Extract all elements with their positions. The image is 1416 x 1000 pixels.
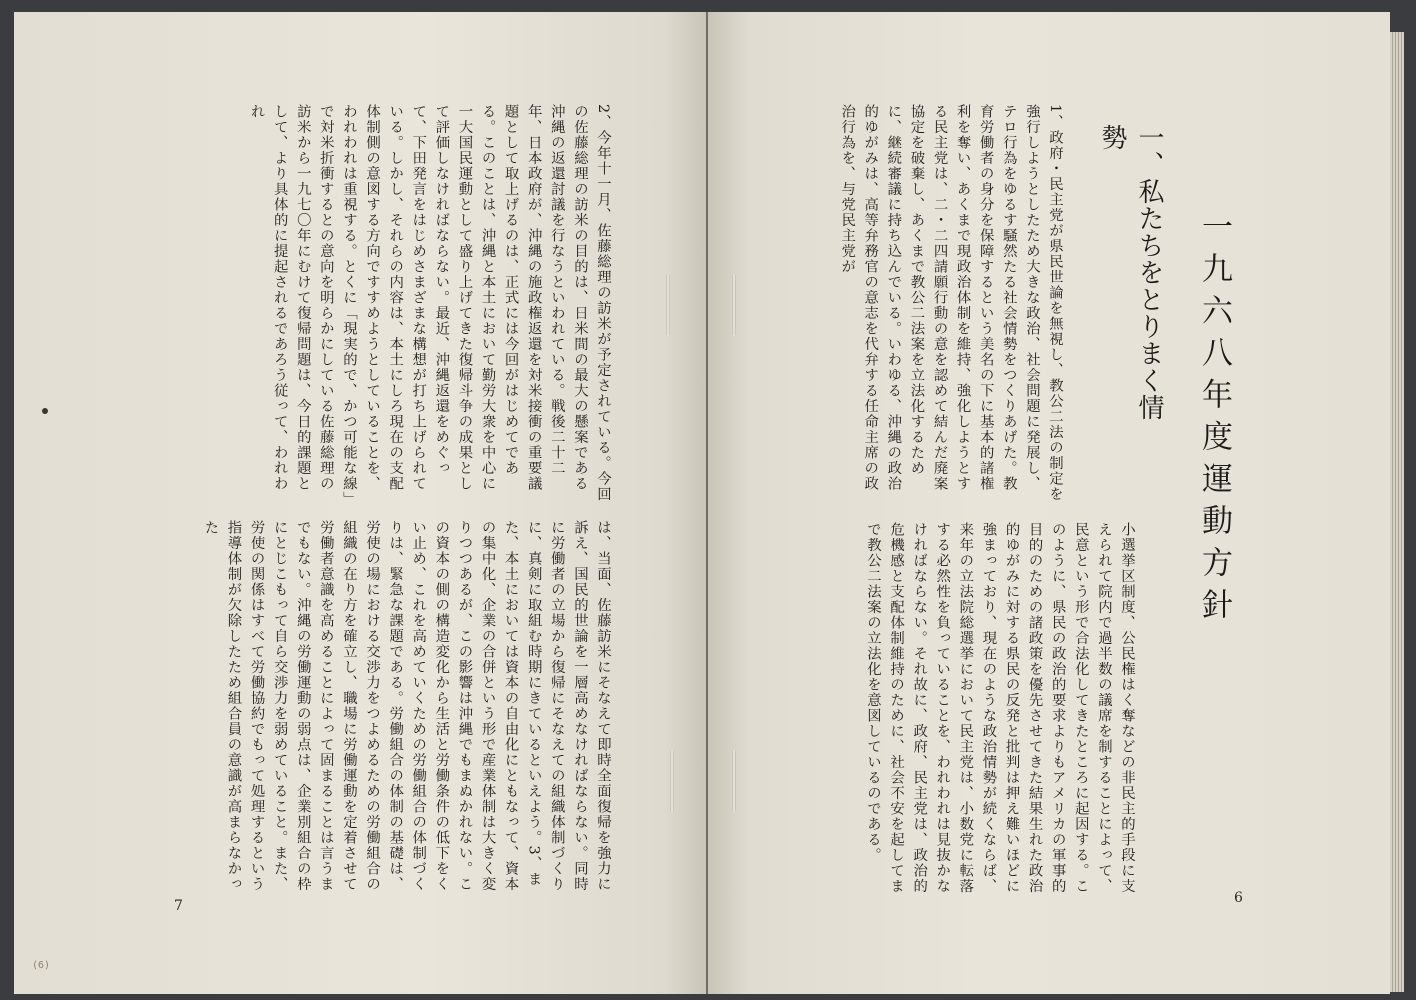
booklet-spread xyxy=(14,12,1404,994)
document-title: 一九六八年度運動方針 xyxy=(1196,210,1232,630)
right-page-text-top: 1、政府・民主党が県民世論を無視し、教公二法の制定を強行しようとしたため大きな政治、社会問題に発展し、テロ行為をゆるす騒然たる社会情勢をつくりあげた。教育労働者の身分を保障するという美名の下に基本的諸権利を奪い、あくまで現政治体制を維持、強化しようとする民主党は、二・二四請願行動の意を認めて結んだ廃案協定を破棄し、あくまで教公二法案を立法化するために、継続審議に持ち込んでいる。いわゆる、沖縄の政治的ゆがみは、高等弁務官の意志を代弁する任命主席の政治行為を、与党民主党が xyxy=(839,104,1063,502)
staple-bottom-right xyxy=(732,750,736,812)
staple-top-right xyxy=(732,274,736,336)
page-number-left: 7 xyxy=(174,898,183,914)
left-page-text-top: 2、今年十一月、佐藤総理の訪米が予定されている。今回の佐藤総理の訪米の目的は、日米間の最大の懸案である沖縄の返還討議を行なうといわれている。戦後二十二年、日本政府が、沖縄の施政権返還を対米接衝の重要議題として取上げるのは、正式には今回がはじめてである。このことは、沖縄と本土において勤労大衆を中心に一大国民運動として盛り上げてきた復帰斗争の成果として評価しなければならない。最近、沖縄返還をめぐって、下田発言をはじめさまざまな構想が打ち上げられている。しかし、それらの内容は、本土にしろ現在の支配体制側の意図する方向ですすめようとしていることを、われわれは重視する。とくに「現実的で、かつ可能な線」で対米折衝するとの意向を明らかにしている佐藤総理の訪米から一九七〇年にむけて復帰問題は、今日的課題として、より具体的に提起されるであろう従って、われわれ xyxy=(248,104,611,502)
staple-top-left xyxy=(666,274,670,336)
left-page-text-bottom: は、当面、佐藤訪米にそなえて即時全面復帰を強力に訴え、国民的世論を一層高めなければならない。同時に労働者の立場から復帰にそなえての組織体制づくりに、真剣に取組む時期にきているといえよう。3、また、本土においては資本の自由化にともなって、資本の集中化、企業の合併という形で産業体制は大きく変りつつあるが、この影響は沖縄でもまぬかれない。この資本の側の構造変化から生活と労働条件の低下をくい止め、これを高めていくための労働組合の体制づくりは、緊急な課題である。労働組合の体制の基礎は、労使の場における交渉力をつよめるための労働組合の組織の在り方を確立し、職場に労働運動を定着させて労働者意識を高めることによって固まることは言うまでもない。沖縄の労働運動の弱点は、企業別組合の枠にとじこもって自ら交渉力を弱めていること。また、労使の関係はすべて労働協約でもって処理するという指導体制が欠除したため組合員の意識が高まらなかった xyxy=(202,520,611,892)
page-number-right: 6 xyxy=(1234,890,1243,906)
page-edge-stack xyxy=(1390,32,1404,992)
left-page xyxy=(14,12,706,994)
section-heading: 一、私たちをとりまく情勢 xyxy=(1097,124,1164,421)
punch-hole xyxy=(42,408,48,414)
margin-note: (6) xyxy=(32,960,51,971)
staple-bottom-left xyxy=(670,750,674,812)
right-page-text-bottom: 小選挙区制度、公民権はく奪などの非民主的手段に支えられて院内で過半数の議席を制することによって、民意という形で合法化してきたところに起因する。このように、県民の政治的要求よりもアメリカの軍事的目的のための諸政策を優先させてきた結果生れた政治的ゆがみに対する県民の反発と批判は押え難いほどに強まっており、現在のような政治情勢が続くならば、来年の立法院総選挙において民主党は、小数党に転落する必然性を負っていることを、われわれは見抜かなければならない。それ故に、政府、民主党は、政治的危機感と支配体制維持のために、社会不安を起してまで教公二法案の立法化を意図しているのである。 xyxy=(864,522,1135,894)
right-page xyxy=(708,12,1390,994)
